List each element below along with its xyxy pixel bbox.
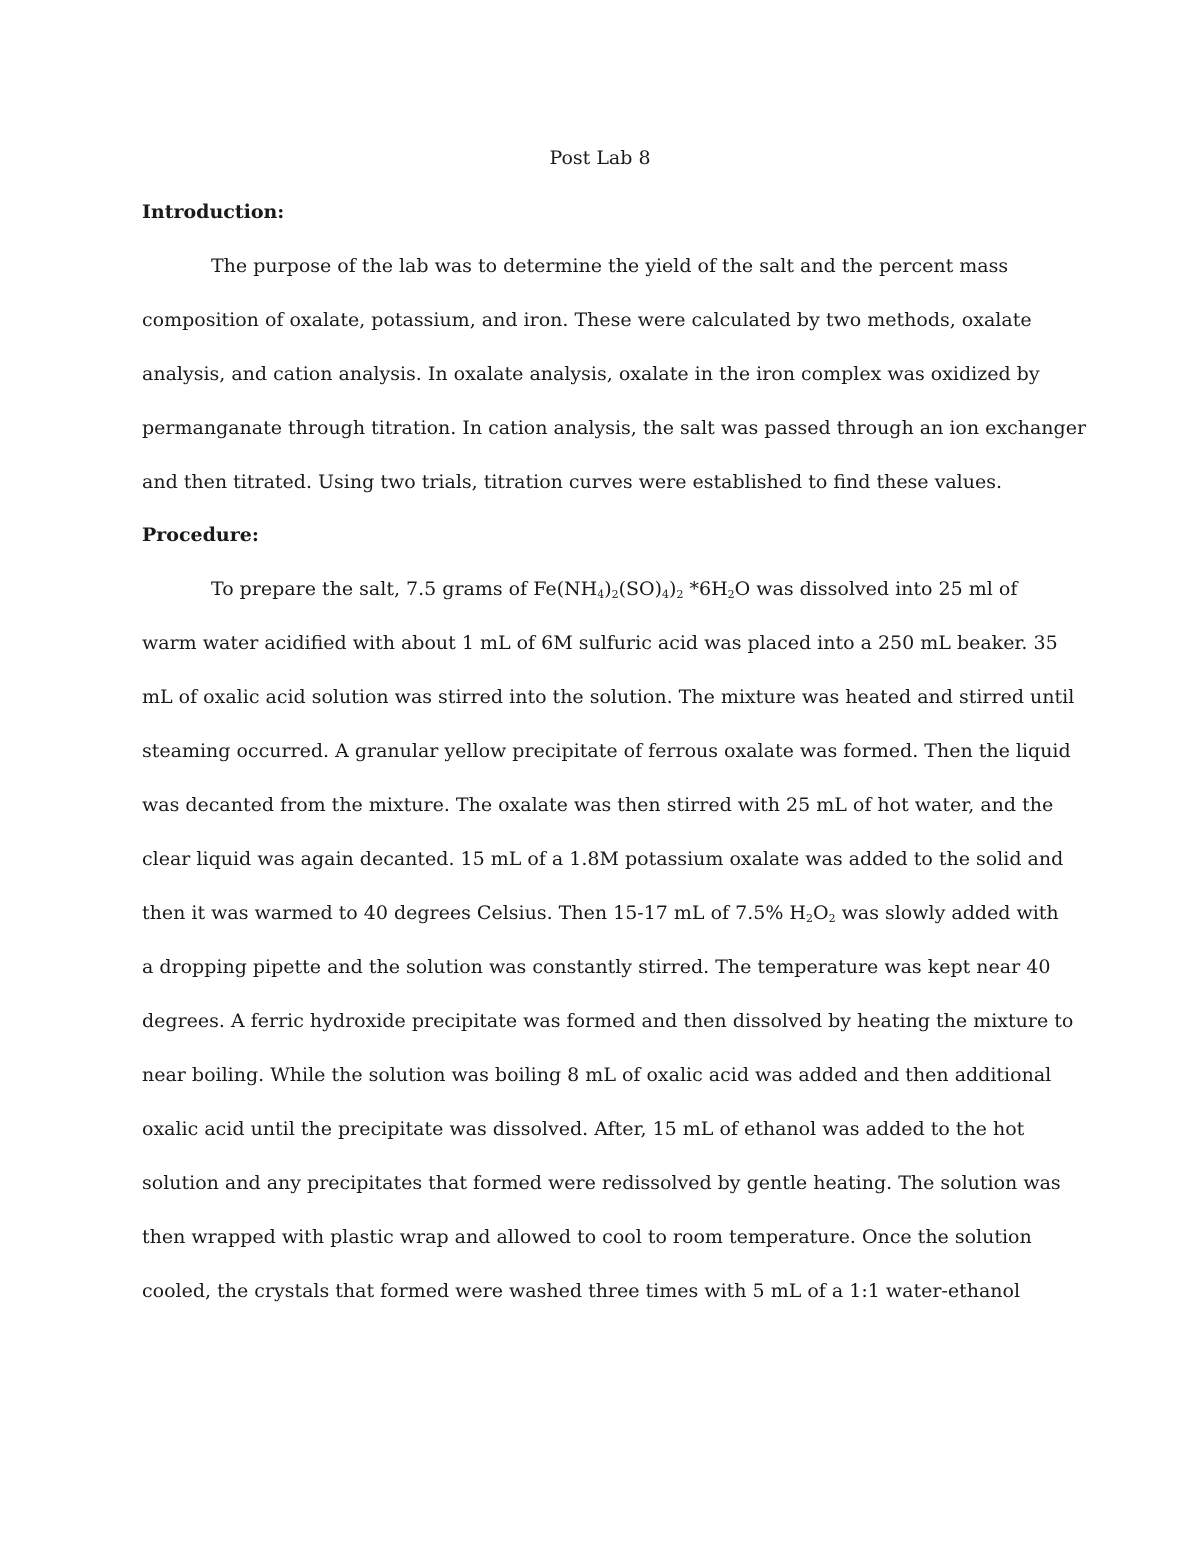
text-run: O <box>812 902 829 924</box>
intro-line: The purpose of the lab was to determine the yield of the salt and the percent mass <box>211 255 1009 277</box>
introduction-heading: Introduction: <box>142 201 285 223</box>
text-run: ) <box>669 578 677 600</box>
intro-line: composition of oxalate, potassium, and iron. These were calculated by two methods, oxalate <box>142 309 1032 331</box>
procedure-line: a dropping pipette and the solution was constantly stirred. The temperature was kept near 40 <box>142 956 1051 978</box>
page-title: Post Lab 8 <box>549 147 651 169</box>
subscript: 2 <box>727 588 735 601</box>
procedure-line: then wrapped with plastic wrap and allowed to cool to room temperature. Once the solution <box>142 1226 1032 1248</box>
intro-line: and then titrated. Using two trials, titration curves were established to find these values. <box>142 471 1003 493</box>
subscript: 2 <box>828 912 836 925</box>
text-run: O was dissolved into 25 ml of <box>734 578 1018 600</box>
text-run: was slowly added with <box>835 902 1059 924</box>
procedure-line: warm water acidified with about 1 mL of 6M sulfuric acid was placed into a 250 mL beaker. 35 <box>142 632 1058 654</box>
subscript: 2 <box>611 588 619 601</box>
subscript: 4 <box>597 588 605 601</box>
procedure-line: was decanted from the mixture. The oxalate was then stirred with 25 mL of hot water, and the <box>142 794 1054 816</box>
procedure-line: mL of oxalic acid solution was stirred into the solution. The mixture was heated and stirred until <box>142 686 1075 708</box>
subscript: 2 <box>676 588 684 601</box>
intro-line: permanganate through titration. In cation analysis, the salt was passed through an ion exchanger <box>142 417 1087 439</box>
procedure-line: solution and any precipitates that formed were redissolved by gentle heating. The solution was <box>142 1172 1061 1194</box>
procedure-line: near boiling. While the solution was boiling 8 mL of oxalic acid was added and then additional <box>142 1064 1052 1086</box>
intro-line: analysis, and cation analysis. In oxalate analysis, oxalate in the iron complex was oxidized by <box>142 363 1040 385</box>
procedure-line: steaming occurred. A granular yellow precipitate of ferrous oxalate was formed. Then the liquid <box>142 740 1071 762</box>
subscript: 4 <box>662 588 670 601</box>
procedure-heading: Procedure: <box>142 524 259 546</box>
procedure-line: oxalic acid until the precipitate was dissolved. After, 15 mL of ethanol was added to the hot <box>142 1118 1025 1140</box>
text-run: then it was warmed to 40 degrees Celsius. Then 15-17 mL of 7.5% H <box>142 902 806 924</box>
text-run: ) <box>604 578 612 600</box>
text-run: *6H <box>683 578 728 600</box>
procedure-line <box>142 896 1059 930</box>
procedure-line: clear liquid was again decanted. 15 mL of a 1.8M potassium oxalate was added to the solid and <box>142 848 1064 870</box>
text-run: (SO) <box>618 578 663 600</box>
text-run: To prepare the salt, 7.5 grams of Fe(NH <box>211 578 598 600</box>
procedure-line: cooled, the crystals that formed were washed three times with 5 mL of a 1:1 water-ethanol <box>142 1280 1021 1302</box>
subscript: 2 <box>805 912 813 925</box>
procedure-line: degrees. A ferric hydroxide precipitate was formed and then dissolved by heating the mixture to <box>142 1010 1074 1032</box>
procedure-line <box>211 572 1017 606</box>
